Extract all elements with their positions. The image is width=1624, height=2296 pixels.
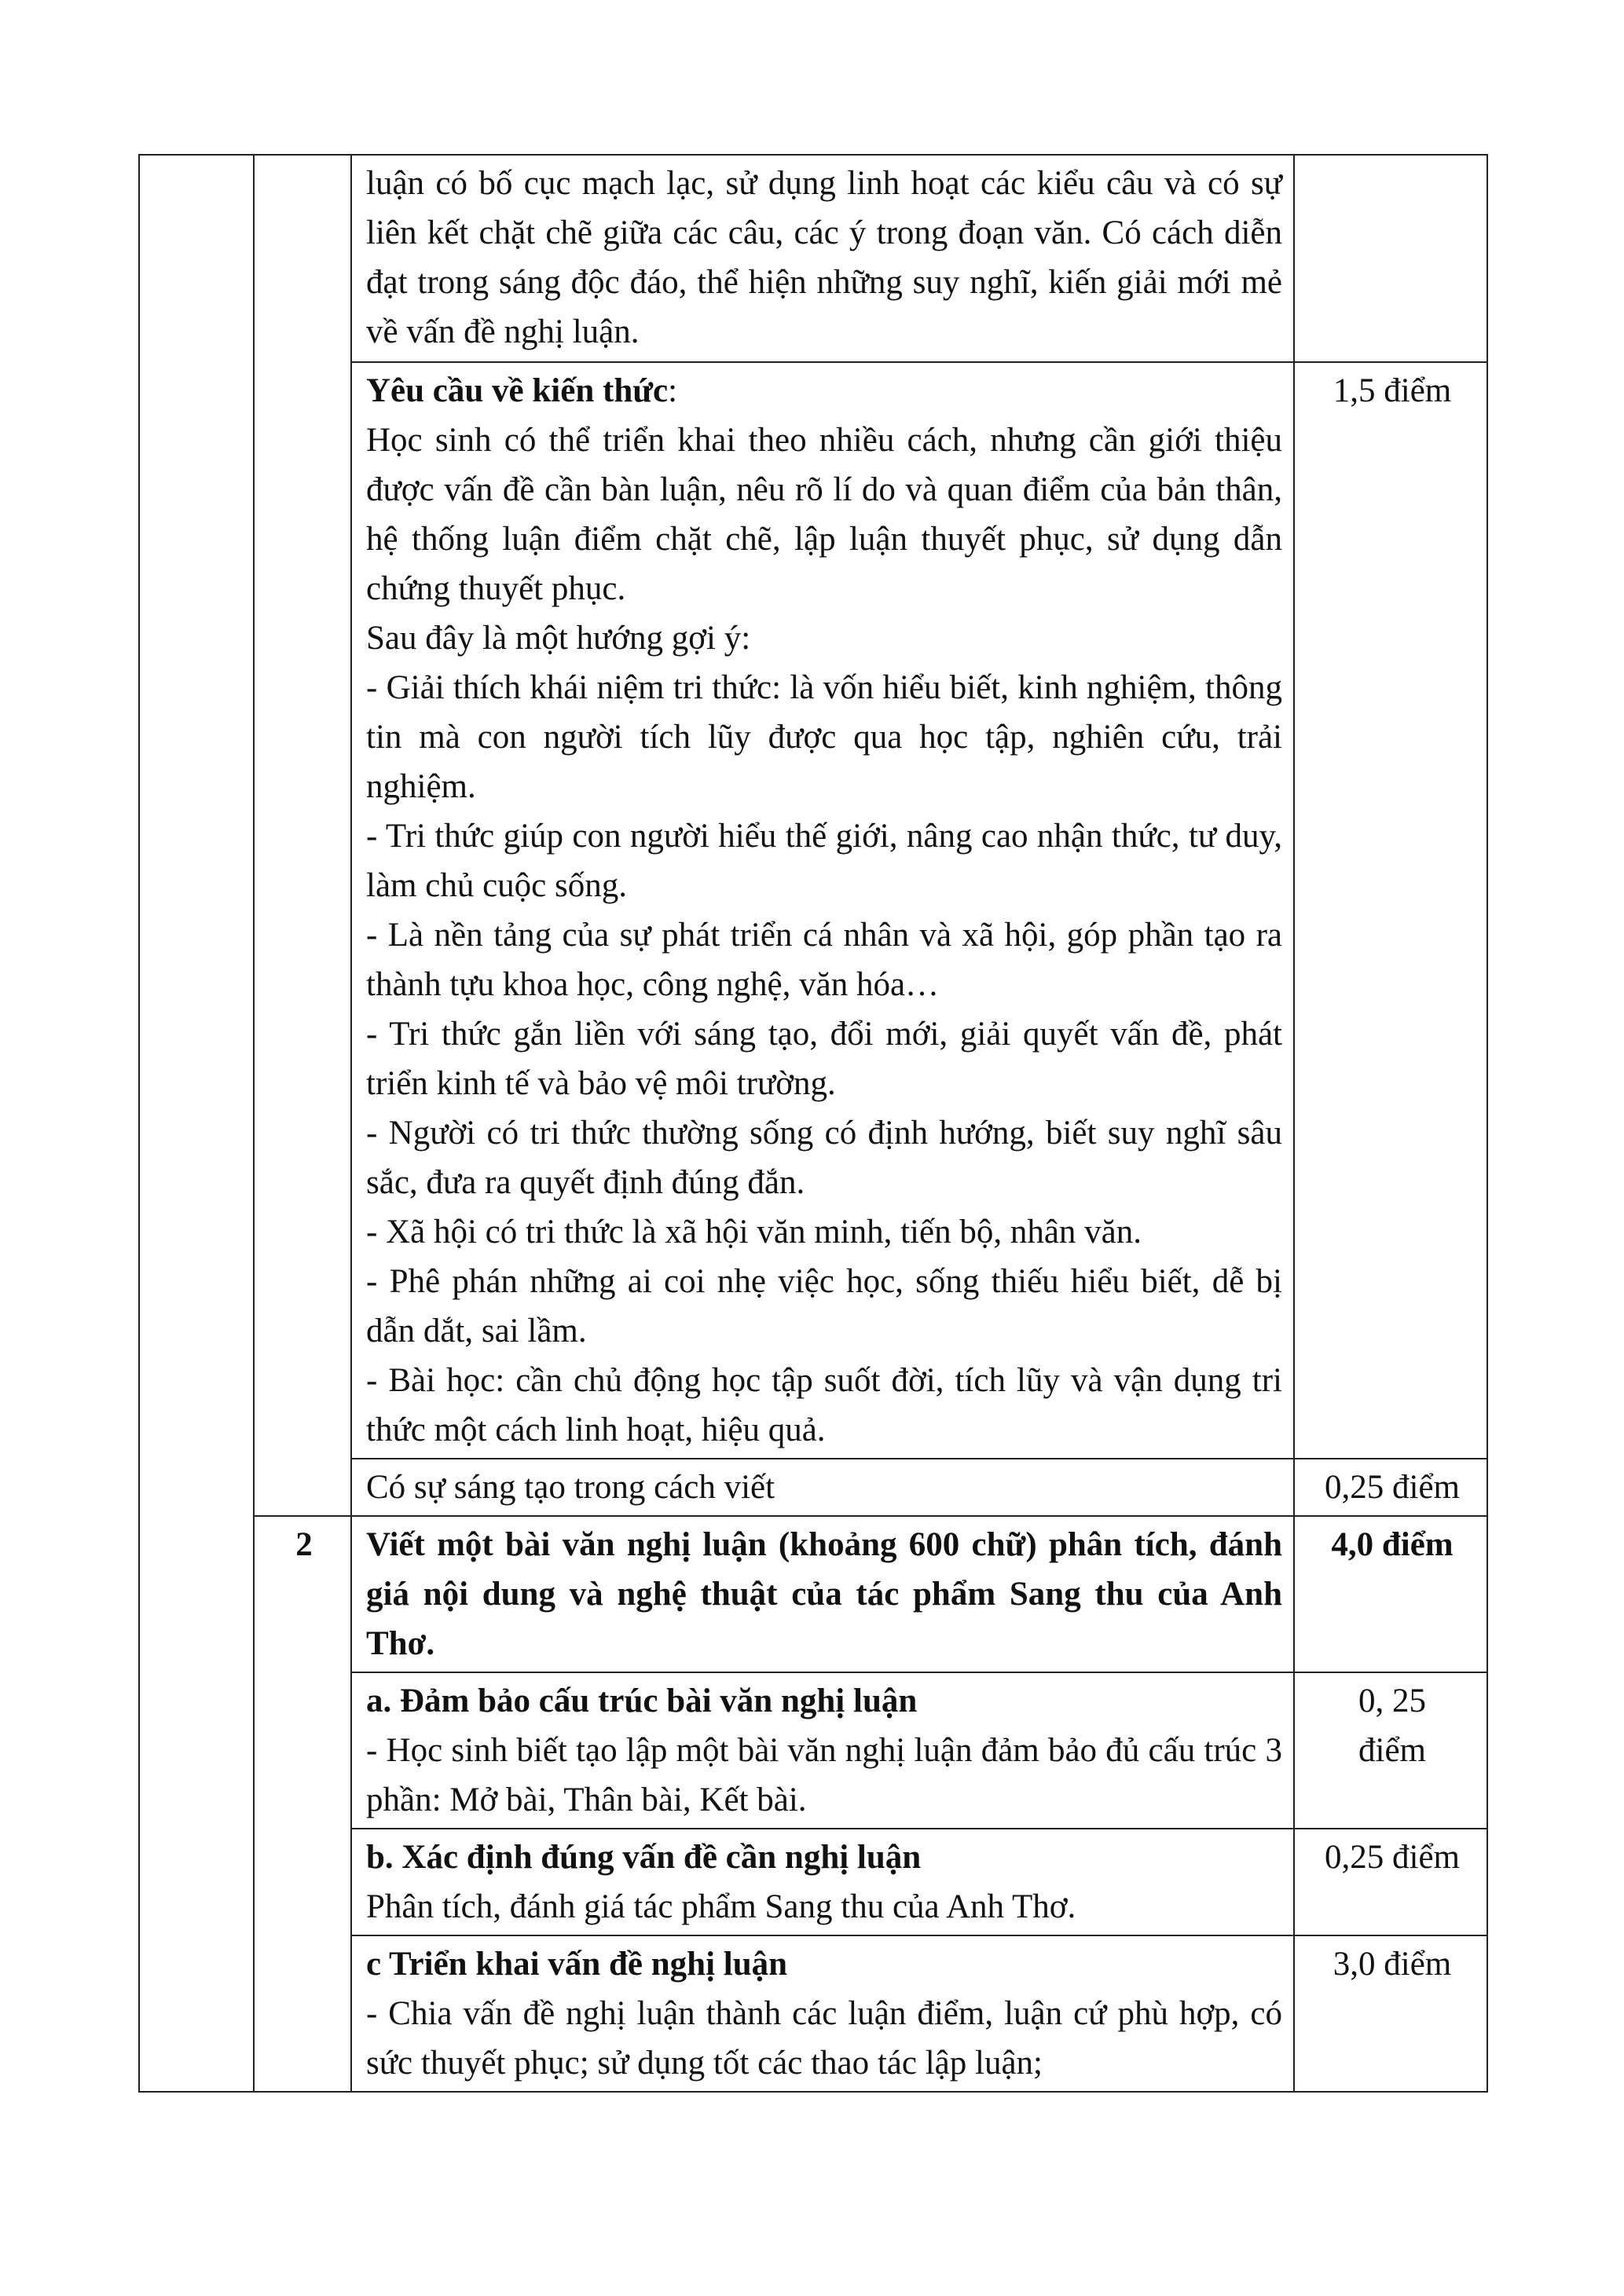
list-item: - Người có tri thức thường sống có định hướng, biết suy nghĩ sâu sắc, đưa ra quyết định đúng đắn. [366,1115,1282,1201]
knowledge-intro: Học sinh có thể triển khai theo nhiều cách, nhưng cần giới thiệu được vấn đề cần bàn luận, nêu rõ lí do và quan điểm của bản thân, hệ thống luận điểm chặt chẽ, lập luận thuyết phục, sử dụng dẫn chứng thuyết phục. [366,422,1282,607]
develop-cell [351,1935,1294,2092]
question-number-cell [254,155,351,1516]
issue-score: 0,25 điểm [1325,1839,1460,1876]
structure-text: - Học sinh biết tạo lập một bài văn nghị luận đảm bảo đủ cấu trúc 3 phần: Mở bài, Thân bài, Kết bài. [366,1732,1282,1818]
score-cell [1294,1516,1487,1672]
list-item: - Tri thức gắn liền với sáng tạo, đổi mới, giải quyết vấn đề, phát triển kinh tế và bảo vệ môi trường. [366,1016,1282,1102]
creativity-text: Có sự sáng tạo trong cách viết [366,1469,775,1506]
form-requirement-cell [351,155,1294,362]
knowledge-heading: Yêu cầu về kiến thức [366,372,669,409]
develop-text: - Chia vấn đề nghị luận thành các luận điểm, luận cứ phù hợp, có sức thuyết phục; sử dụng tốt các thao tác lập luận; [366,1995,1282,2082]
issue-heading: b. Xác định đúng vấn đề cần nghị luận [366,1839,922,1876]
question-score: 4,0 điểm [1331,1526,1454,1563]
table-row [139,155,1487,362]
knowledge-requirement-cell: Yêu cầu về kiến thức: Học sinh có thể triển khai theo nhiều cách, nhưng cần giới thiệu được vấn đề cần bàn luận, nêu rõ lí do và quan điểm của bản thân, hệ thống luận điểm chặt chẽ, lập luận thuyết phục, sử dụng dẫn chứng thuyết phục. Sau đây là một hướng gợi ý: - Giải thích khái niệm tri thức: là vốn hiểu biết, kinh nghiệm, thông tin mà con người tích lũy được qua học tập, nghiên cứu, trải nghiệm. - Tri thức giúp con người hiểu thế giới, nâng cao nhận thức, tư duy, làm chủ cuộc sống. - Là nền tảng của sự phát triển cá nhân và xã hội, góp phần tạo ra thành tựu khoa học, công nghệ, văn hóa… - Tri thức gắn liền với sáng tạo, đổi mới, giải quyết vấn đề, phát triển kinh tế và bảo vệ môi trường. - Người có tri thức thường sống có định hướng, biết suy nghĩ sâu sắc, đưa ra quyết định đúng đắn. - Xã hội có tri thức là xã hội văn minh, tiến bộ, nhân văn. - Phê phán những ai coi nhẹ việc học, sống thiếu hiểu biết, dễ bị dẫn dắt, sai lầm. - Bài học: cần chủ động học tập suốt đời, tích lũy và vận dụng tri thức một cách linh hoạt, hiệu quả. [351,362,1294,1459]
creativity-score: 0,25 điểm [1325,1469,1460,1506]
score-cell [1294,1829,1487,1935]
question-prompt: Viết một bài văn nghị luận (khoảng 600 chữ) phân tích, đánh giá nội dung và nghệ thuật của tác phẩm Sang thu của Anh Thơ. [366,1526,1282,1662]
structure-cell [351,1672,1294,1829]
grading-table [138,154,1488,2093]
question-number: 2 [295,1526,313,1563]
structure-heading: a. Đảm bảo cấu trúc bài văn nghị luận [366,1683,918,1719]
question-number-cell [254,1516,351,2092]
develop-heading: c Triển khai vấn đề nghị luận [366,1946,788,1983]
issue-text: Phân tích, đánh giá tác phẩm Sang thu của Anh Thơ. [366,1888,1076,1925]
question-prompt-cell [351,1516,1294,1672]
list-item: - Xã hội có tri thức là xã hội văn minh, tiến bộ, nhân văn. [366,1214,1142,1251]
list-item: - Bài học: cần chủ động học tập suốt đời, tích lũy và vận dụng tri thức một cách linh hoạt, hiệu quả. [366,1362,1282,1448]
structure-score: 0, 25 [1358,1683,1426,1719]
issue-cell [351,1829,1294,1935]
knowledge-score: 1,5 điểm [1333,372,1452,409]
knowledge-suggestion: Sau đây là một hướng gợi ý: [366,620,751,657]
score-cell: 0, 25 điểm [1294,1672,1487,1829]
list-item: - Tri thức giúp con người hiểu thế giới, nâng cao nhận thức, tư duy, làm chủ cuộc sống. [366,818,1282,904]
part-cell [139,155,254,2092]
score-cell [1294,1935,1487,2092]
list-item: - Là nền tảng của sự phát triển cá nhân và xã hội, góp phần tạo ra thành tựu khoa học, công nghệ, văn hóa… [366,917,1282,1003]
score-cell [1294,362,1487,1459]
list-item: - Phê phán những ai coi nhẹ việc học, sống thiếu hiểu biết, dễ bị dẫn dắt, sai lầm. [366,1263,1282,1349]
develop-score: 3,0 điểm [1333,1946,1452,1983]
score-cell [1294,1459,1487,1516]
score-cell [1294,155,1487,362]
creativity-cell [351,1459,1294,1516]
table-row [139,1516,1487,1672]
list-item: - Giải thích khái niệm tri thức: là vốn hiểu biết, kinh nghiệm, thông tin mà con người tích lũy được qua học tập, nghiên cứu, trải nghiệm. [366,669,1282,805]
form-requirement-text: luận có bố cục mạch lạc, sử dụng linh hoạt các kiểu câu và có sự liên kết chặt chẽ giữa các câu, các ý trong đoạn văn. Có cách diễn đạt trong sáng độc đáo, thể hiện những suy nghĩ, kiến giải mới mẻ về vấn đề nghị luận. [366,165,1282,350]
